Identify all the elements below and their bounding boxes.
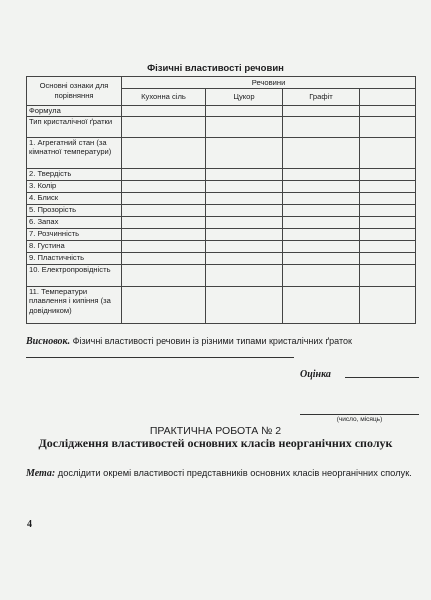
substance-salt: Кухонна сіль	[122, 89, 206, 106]
date-answer-line[interactable]	[300, 414, 419, 415]
row-label: 10. Електропровідність	[27, 264, 122, 286]
row-label: 5. Прозорість	[27, 204, 122, 216]
table-row	[27, 228, 416, 240]
research-title: Дослідження властивостей основних класів неорганічних сполук	[38, 436, 393, 450]
table-row	[27, 180, 416, 192]
substance-empty	[360, 89, 416, 106]
table-row	[27, 216, 416, 228]
conclusion	[26, 335, 419, 361]
row-label: Тип кристалічної ґратки	[27, 116, 122, 137]
practical-title: ПРАКТИЧНА РОБОТА № 2	[149, 425, 282, 437]
table-row	[27, 106, 416, 117]
table-row	[27, 264, 416, 286]
table-row	[27, 252, 416, 264]
row-label: 2. Твердість	[27, 168, 122, 180]
header-signs: Основні ознаки для порівняння	[27, 77, 122, 106]
conclusion-label: Висновок.	[26, 336, 71, 347]
grade-answer-line[interactable]	[345, 377, 419, 378]
table-title: Фізичні властивості речовин	[147, 63, 284, 74]
row-label: 6. Запах	[27, 216, 122, 228]
table-row	[27, 168, 416, 180]
goal-label: Мета:	[26, 468, 56, 479]
header-substances: Речовини	[122, 77, 416, 89]
goal-text: дослідити окремі властивості представників основних класів неорганічних сполук.	[57, 468, 412, 478]
page-number: 4	[27, 519, 32, 530]
properties-table	[26, 76, 416, 324]
row-label: 1. Агрегатний стан (за кімнатної температури)	[27, 137, 122, 168]
goal	[26, 467, 419, 480]
table-row	[27, 204, 416, 216]
row-label: Формула	[27, 106, 122, 117]
conclusion-text: Фізичні властивості речовин із різними типами кристалічних ґраток	[72, 336, 352, 346]
table-row	[27, 286, 416, 323]
row-label: 3. Колір	[27, 180, 122, 192]
row-label: 11. Температури плавлення і кипіння (за довідником)	[27, 286, 122, 323]
table-row	[27, 192, 416, 204]
substance-graphite: Графіт	[283, 89, 360, 106]
row-label: 4. Блиск	[27, 192, 122, 204]
grade-label: Оцінка	[300, 369, 331, 380]
conclusion-answer-line[interactable]	[26, 348, 294, 358]
substance-sugar: Цукор	[206, 89, 283, 106]
table-row	[27, 137, 416, 168]
row-label: 8. Густина	[27, 240, 122, 252]
table-row	[27, 116, 416, 137]
table-row	[27, 240, 416, 252]
row-label: 7. Розчинність	[27, 228, 122, 240]
row-label: 9. Пластичність	[27, 252, 122, 264]
date-caption: (число, місяць)	[336, 416, 383, 423]
